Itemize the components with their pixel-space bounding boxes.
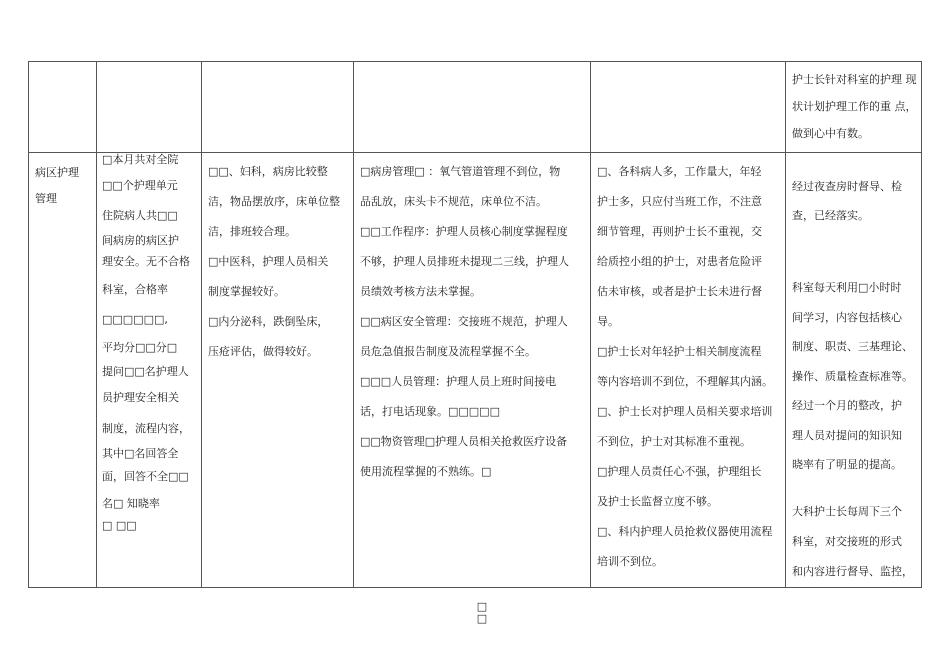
text-line: 住院病人共□□ [102,209,178,222]
text-line: □、护士长对护理人员相关要求培训 [597,405,773,418]
text-line: 估未审核，或者是护士长未进行督 [597,285,762,298]
strengths-cell [208,157,340,367]
text-line: 其中□名回答全 [102,447,179,460]
text-line: 理人员对提问的知识知 [792,428,902,442]
text-line: 培训不到位。 [597,555,663,568]
text-line: 制度、职责、三基理论、 [792,340,913,353]
text-line: 导。 [597,315,619,328]
text-line: 经过一个月的整改，护 [792,399,902,412]
text-line: 话，打电话现象。□□□□□ [360,405,500,418]
text-line: □护士长对年轻护士相关制度流程 [597,345,762,358]
top-row-measures-cell [792,66,917,147]
text-line: 使用流程掌握的不熟练。□ [360,465,492,478]
column-border [590,61,591,588]
text-line: 查，已经落实。 [792,209,869,222]
table-bottom-border [28,587,922,588]
text-line: 护士长针对科室的护理 现 [792,73,917,86]
text-line: □护理人员责任心不强，护理组长 [597,465,762,478]
text-line: 经过夜查房时督导、检 [792,180,902,193]
text-line: □□物资管理□护理人员相关抢救医疗设备 [360,435,568,448]
text-line: □□□人员管理：护理人员上班时间接电 [360,375,557,388]
text-line: 员绩效考核方法未掌握。 [360,285,481,298]
category-cell [35,160,79,212]
text-line: 间病房的病区护 [102,234,179,247]
text-line: 和内容进行督导、监控， [792,565,913,578]
inspection-summary-cell [102,147,190,535]
measures-block-3 [792,497,913,587]
text-line: 面，回答不全□□ [102,470,189,483]
text-line: 平均分□□分□ [102,341,178,354]
text-line: □□病区安全管理：交接班不规范，护理人 [360,315,568,328]
text-line: 及护士长监督立度不够。 [597,495,718,508]
text-line: 员护理安全相关 [102,391,179,404]
text-line: □□个护理单元 [102,179,178,192]
text-line: 洁，物品摆放序，床单位整 [208,195,340,208]
column-border [785,61,786,588]
text-line: 不到位，护士对其标准不重视。 [597,435,751,448]
text-line: □□□□□□, [102,313,168,326]
text-line: □□、妇科，病房比较整 [208,165,328,178]
table-top-border [28,61,922,62]
footer-mark: □ [476,612,488,625]
text-line: 科室，合格率 [102,283,168,296]
column-border [921,61,922,588]
footer-mark: □ [476,600,488,613]
problems-cell [360,157,569,487]
measures-block-1 [792,172,902,230]
text-line: □本月共对全院 [102,153,179,166]
category-label: 管理 [35,192,57,205]
text-line: □ □□ [102,519,137,532]
measures-block-2 [792,273,913,480]
text-line: 不够，护理人员排班未提现二三线，护理人 [360,255,569,268]
text-line: 提问□□名护理人 [102,365,189,378]
text-line: 操作、质量检查标准等。 [792,369,913,383]
text-line: 做到心中有数。 [792,127,869,140]
text-line: 晓率有了明显的提高。 [792,458,902,471]
text-line: 压疮评估，做得较好。 [208,345,318,358]
column-border [353,61,354,588]
column-border [201,61,202,588]
text-line: 制度，流程内容， [102,422,190,435]
text-line: □内分泌科，跌倒坠床， [208,315,329,328]
cause-analysis-cell [597,157,773,577]
column-border [28,61,29,588]
text-line: 理安全。无不合格 [102,255,190,268]
category-label: 病区护理 [35,166,79,179]
text-line: 名□ 知晓率 [102,497,160,510]
text-line: 大科护士长每周下三个 [792,505,902,518]
text-line: 护士多，只应付当班工作，不注意 [597,195,762,208]
text-line: 洁，排班较合理。 [208,225,296,238]
text-line: □、科内护理人员抢救仪器使用流程 [597,525,773,538]
text-line: 细节管理，再则护士长不重视，交 [597,225,762,238]
text-line: 科室，对交接班的形式 [792,535,902,548]
text-line: □中医科，护理人员相关 [208,255,329,268]
text-line: 科室每天利用□小时时 [792,281,902,294]
text-line: 制度掌握较好。 [208,285,285,298]
text-line: □□工作程序：护理人员核心制度掌握程度 [360,225,568,238]
text-line: □、各科病人多，工作量大，年轻 [597,165,762,178]
column-border [96,61,97,588]
text-line: 给质控小组的护士，对患者危险评 [597,255,762,268]
text-line: 等内容培训不到位，不理解其内涵。 [597,375,773,388]
text-line: □病房管理□ ：氧气管道管理不到位，物 [360,165,561,178]
text-line: 状计划护理工作的重 点， [792,100,917,113]
text-line: 品乱放，床头卡不规范，床单位不洁。 [360,195,547,208]
text-line: 间学习，内容包括核心 [792,310,902,324]
text-line: 员危急值报告制度及流程掌握不全。 [360,345,536,358]
